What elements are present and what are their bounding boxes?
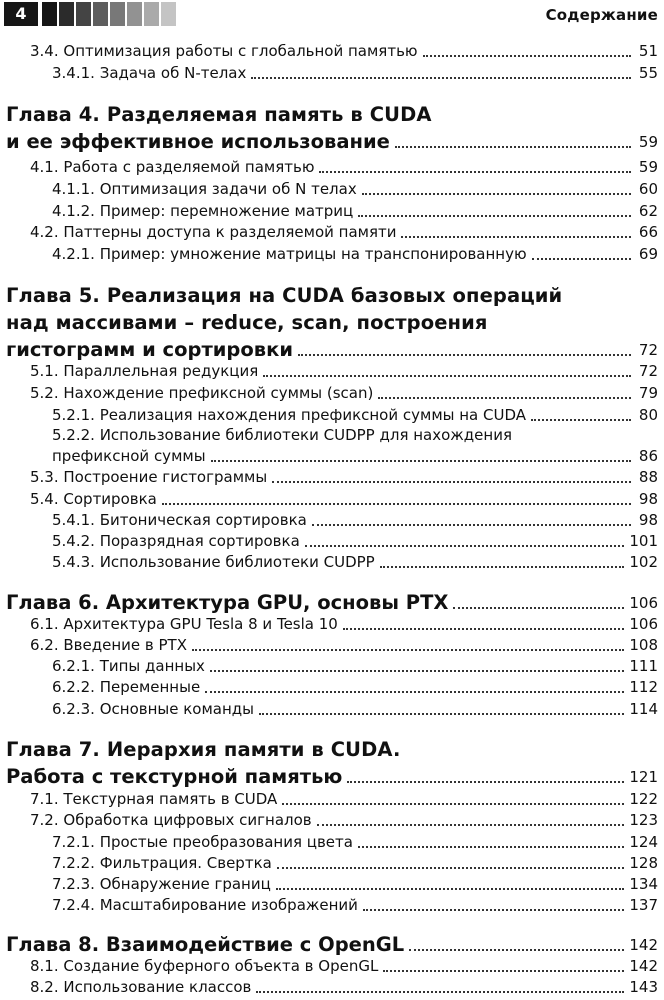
header-bar — [161, 2, 176, 26]
toc-entry-title: 8.1. Создание буферного объекта в OpenGL — [30, 957, 379, 975]
toc-entry-title: префиксной суммы — [52, 447, 206, 465]
leader-dots — [401, 235, 631, 238]
toc-chapter-8[interactable] — [6, 933, 658, 957]
toc-entry-title: 5.3. Построение гистограммы — [30, 468, 268, 486]
toc-entry-title: 5.2. Нахождение префиксной суммы (scan) — [30, 384, 374, 402]
toc-entry-page: 143 — [629, 978, 658, 996]
leader-dots — [453, 606, 624, 609]
page-header — [0, 0, 664, 34]
toc-entry-page: 88 — [638, 468, 658, 486]
toc-entry-page: 106 — [629, 615, 658, 633]
toc-entry-4-1[interactable] — [0, 157, 658, 177]
header-bar — [110, 2, 125, 26]
toc-chapter-7[interactable] — [6, 765, 658, 789]
toc-entry-title: 4.1. Работа с разделяемой памятью — [30, 158, 315, 176]
leader-dots — [277, 866, 625, 869]
toc-entry-page: 122 — [629, 790, 658, 808]
running-head-title: Содержание — [545, 6, 658, 24]
toc-entry-7-2-1[interactable] — [0, 832, 658, 852]
toc-entry-page: 106 — [629, 594, 658, 612]
toc-entry-title: 7.2.2. Фильтрация. Свертка — [52, 854, 272, 872]
chapter-title-line2: Работа с текстурной памятью — [6, 765, 343, 788]
toc-entry-7-2-4[interactable] — [0, 895, 658, 915]
chapter-5-title-line1[interactable]: Глава 5. Реализация на CUDA базовых операций — [6, 284, 563, 307]
toc-entry-page: 72 — [638, 341, 658, 359]
toc-entry-page: 51 — [638, 42, 658, 60]
toc-entry-title: 6.2.1. Типы данных — [52, 657, 205, 675]
toc-entry-5-4-3[interactable] — [0, 552, 658, 572]
toc-entry-title: 8.2. Использование классов — [30, 978, 252, 996]
toc-entry-page: 121 — [629, 768, 658, 786]
toc-entry-page: 137 — [629, 896, 658, 914]
header-bar — [59, 2, 74, 26]
toc-entry-5-2[interactable] — [0, 383, 658, 403]
leader-dots — [423, 54, 631, 57]
toc-entry-title: 7.2.1. Простые преобразования цвета — [52, 833, 353, 851]
leader-dots — [251, 76, 631, 79]
leader-dots — [362, 192, 631, 195]
toc-entry-5-2-1[interactable] — [0, 405, 658, 425]
toc-entry-title: 6.2.3. Основные команды — [52, 700, 254, 718]
toc-entry-5-1[interactable] — [0, 361, 658, 381]
toc-entry-page: 134 — [629, 875, 658, 893]
toc-entry-title: 4.2. Паттерны доступа к разделяемой памяти — [30, 223, 397, 241]
chapter-7-title-line1[interactable]: Глава 7. Иерархия памяти в CUDA. — [6, 738, 401, 761]
toc-entry-title: 3.4.1. Задача об N-телах — [52, 64, 247, 82]
toc-entry-page: 72 — [638, 362, 658, 380]
toc-entry-page: 124 — [629, 833, 658, 851]
toc-entry-title: 7.2.3. Обнаружение границ — [52, 875, 271, 893]
header-bar — [127, 2, 142, 26]
toc-entry-7-2[interactable] — [0, 810, 658, 830]
toc-chapter-4[interactable] — [6, 130, 658, 154]
toc-entry-4-2-1[interactable] — [0, 244, 658, 264]
header-bar — [42, 2, 57, 26]
toc-entry-page: 86 — [638, 447, 658, 465]
chapter-4-title-line1[interactable]: Глава 4. Разделяемая память в CUDA — [6, 103, 432, 126]
toc-chapter-5[interactable] — [6, 338, 658, 362]
header-bar — [144, 2, 159, 26]
leader-dots — [162, 502, 631, 505]
chapter-title-line3: гистограмм и сортировки — [6, 338, 294, 361]
toc-entry-title: 7.2. Обработка цифровых сигналов — [30, 811, 312, 829]
toc-entry-title: 3.4. Оптимизация работы с глобальной памятью — [30, 42, 418, 60]
leader-dots — [319, 170, 631, 173]
toc-entry-page: 59 — [638, 133, 658, 151]
toc-entry-page: 60 — [638, 180, 658, 198]
toc-entry-4-1-1[interactable] — [0, 179, 658, 199]
toc-entry-page: 101 — [629, 532, 658, 550]
toc-entry-title: 4.1.2. Пример: перемножение матриц — [52, 202, 354, 220]
toc-entry-page: 111 — [629, 657, 658, 675]
leader-dots — [256, 990, 624, 993]
leader-dots — [317, 823, 625, 826]
toc-entry-4-2[interactable] — [0, 222, 658, 242]
toc-entry-title: 7.1. Текстурная память в CUDA — [30, 790, 278, 808]
toc-entry-6-2-1[interactable] — [0, 656, 658, 676]
toc-entry-title: 5.4.2. Поразрядная сортировка — [52, 532, 300, 550]
toc-entry-5-2-2[interactable] — [0, 446, 658, 466]
toc-entry-title: 5.4. Сортировка — [30, 490, 157, 508]
toc-entry-title: 5.4.3. Использование библиотеки CUDPP — [52, 553, 375, 571]
leader-dots — [380, 565, 625, 568]
toc-entry-title: 4.2.1. Пример: умножение матрицы на транспонированную — [52, 245, 527, 263]
toc-entry-page: 69 — [638, 245, 658, 263]
toc-entry-page: 114 — [629, 700, 658, 718]
leader-dots — [312, 523, 631, 526]
toc-entry-4-1-2[interactable] — [0, 201, 658, 221]
toc-entry-title: 5.4.1. Битоническая сортировка — [52, 511, 307, 529]
toc-entry-page: 98 — [638, 490, 658, 508]
leader-dots — [532, 257, 631, 260]
toc-entry-5-4-2[interactable] — [0, 531, 658, 551]
chapter-title-line2: и ее эффективное использование — [6, 130, 390, 153]
toc-entry-title: 6.1. Архитектура GPU Tesla 8 и Tesla 10 — [30, 615, 338, 633]
leader-dots — [395, 145, 631, 148]
chapter-5-title-line2[interactable]: над массивами – reduce, scan, построения — [6, 311, 488, 334]
toc-entry-8-2[interactable] — [0, 977, 658, 997]
chapter-title: Глава 8. Взаимодействие с OpenGL — [6, 933, 405, 956]
toc-entry-6-1[interactable] — [0, 614, 658, 634]
toc-entry-page: 98 — [638, 511, 658, 529]
toc-entry-title: 7.2.4. Масштабирование изображений — [52, 896, 358, 914]
leader-dots — [298, 353, 631, 356]
toc-entry-page: 108 — [629, 636, 658, 654]
toc-entry-page: 62 — [638, 202, 658, 220]
toc-entry-7-2-3[interactable] — [0, 874, 658, 894]
toc-entry-5-2-2-line1[interactable]: 5.2.2. Использование библиотеки CUDPP для нахождения — [52, 426, 512, 444]
leader-dots — [363, 908, 624, 911]
toc-entry-page: 142 — [629, 957, 658, 975]
toc-entry-title: 4.1.1. Оптимизация задачи об N телах — [52, 180, 357, 198]
toc-entry-title: 6.2. Введение в PTX — [30, 636, 187, 654]
toc-entry-3-4[interactable] — [0, 41, 658, 61]
toc-entry-page: 112 — [629, 678, 658, 696]
leader-dots — [272, 480, 631, 483]
leader-dots — [263, 374, 631, 377]
leader-dots — [259, 712, 624, 715]
toc-entry-page: 128 — [629, 854, 658, 872]
leader-dots — [358, 214, 631, 217]
toc-entry-3-4-1[interactable] — [0, 63, 658, 83]
toc-entry-6-2-3[interactable] — [0, 699, 658, 719]
toc-entry-page: 59 — [638, 158, 658, 176]
toc-entry-page: 55 — [638, 64, 658, 82]
leader-dots — [383, 969, 624, 972]
leader-dots — [531, 418, 631, 421]
leader-dots — [305, 544, 625, 547]
toc-entry-6-2[interactable] — [0, 635, 658, 655]
page-number: 4 — [4, 2, 38, 26]
toc-entry-page: 80 — [638, 406, 658, 424]
header-bar — [76, 2, 91, 26]
header-bar — [93, 2, 108, 26]
leader-dots — [205, 690, 624, 693]
leader-dots — [409, 948, 624, 951]
leader-dots — [210, 669, 624, 672]
chapter-title: Глава 6. Архитектура GPU, основы PTX — [6, 591, 449, 614]
leader-dots — [192, 648, 624, 651]
toc-entry-page: 102 — [629, 553, 658, 571]
toc-entry-page: 123 — [629, 811, 658, 829]
leader-dots — [343, 627, 625, 630]
leader-dots — [378, 396, 631, 399]
toc-entry-page: 79 — [638, 384, 658, 402]
leader-dots — [358, 845, 624, 848]
toc-entry-5-4-1[interactable] — [0, 510, 658, 530]
leader-dots — [347, 780, 624, 783]
toc-entry-title: 5.2.1. Реализация нахождения префиксной суммы на CUDA — [52, 406, 527, 424]
toc-entry-page: 66 — [638, 223, 658, 241]
leader-dots — [276, 887, 625, 890]
leader-dots — [282, 802, 624, 805]
toc-entry-6-2-2[interactable] — [0, 677, 658, 697]
toc-chapter-6[interactable] — [6, 591, 658, 615]
toc-entry-5-3[interactable] — [0, 467, 658, 487]
toc-entry-7-1[interactable] — [0, 789, 658, 809]
toc-entry-title: 5.1. Параллельная редукция — [30, 362, 259, 380]
toc-entry-5-4[interactable] — [0, 489, 658, 509]
leader-dots — [211, 459, 631, 462]
toc-entry-page: 142 — [629, 936, 658, 954]
toc-entry-title: 6.2.2. Переменные — [52, 678, 201, 696]
toc-entry-8-1[interactable] — [0, 956, 658, 976]
toc-entry-7-2-2[interactable] — [0, 853, 658, 873]
